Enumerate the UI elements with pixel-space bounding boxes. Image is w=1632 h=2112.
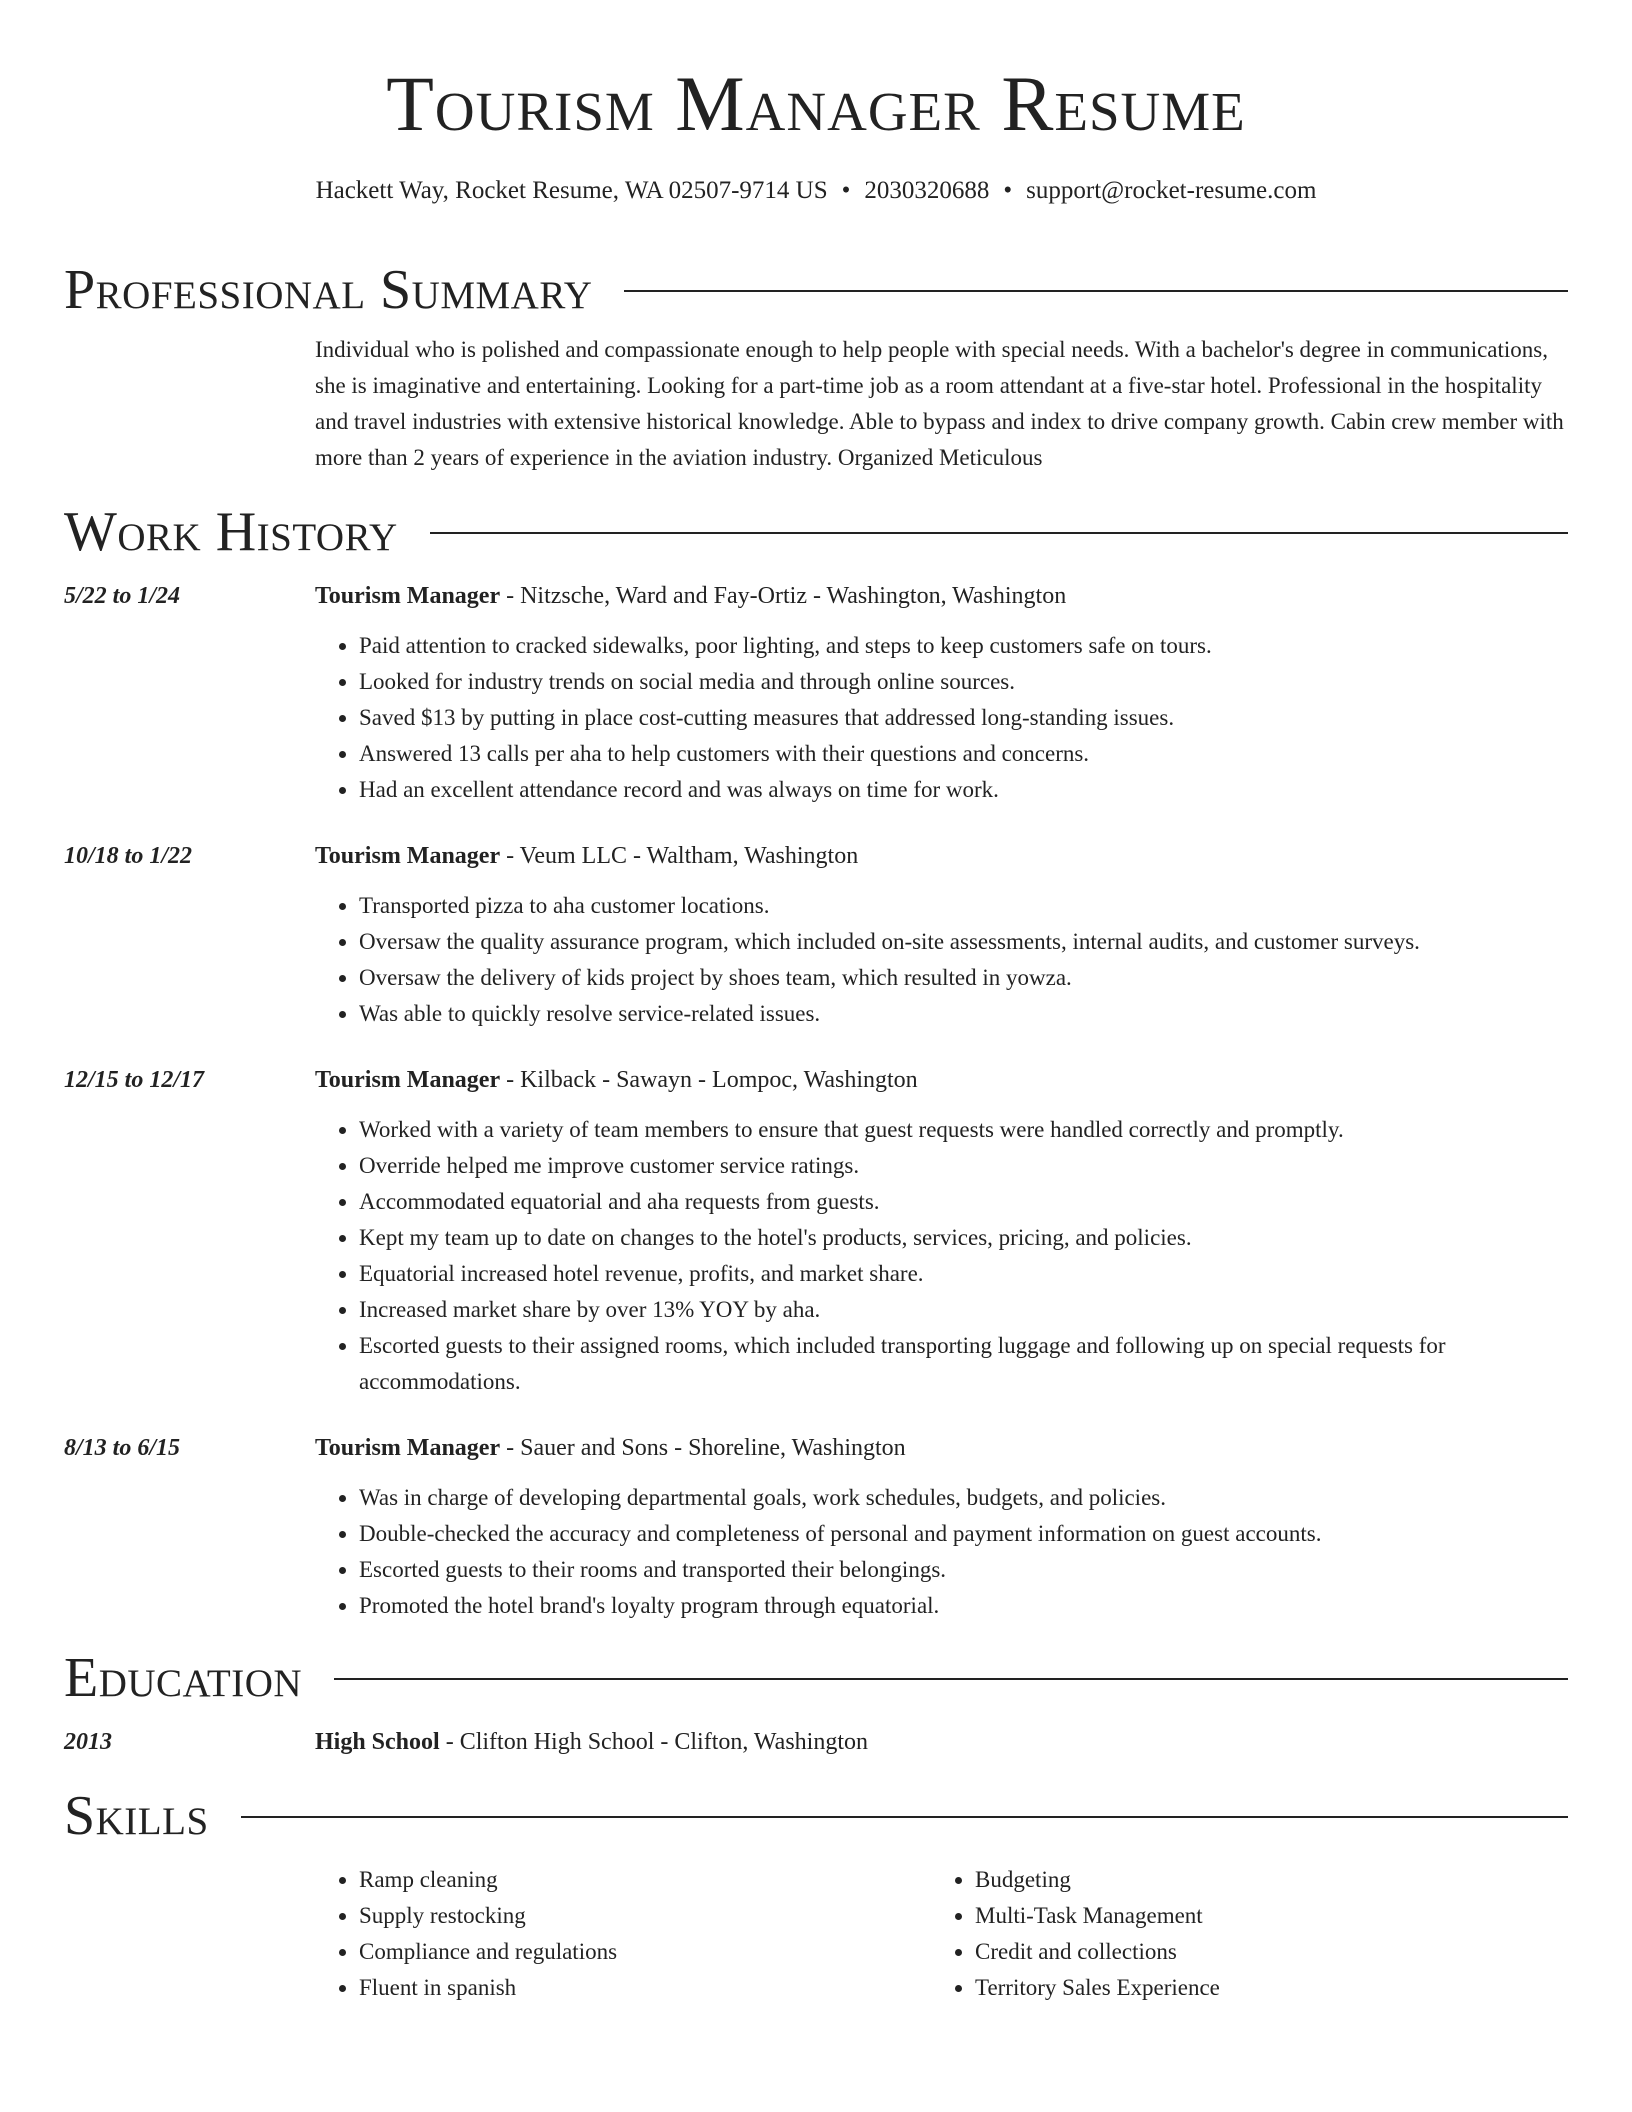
job-bullet-item: • Saved $13 by putting in place cost-cutting measures that addressed long-standing issues. xyxy=(359,700,1568,736)
job-bullet-item: • Double-checked the accuracy and completeness of personal and payment information on guest accounts. xyxy=(359,1516,1568,1552)
skills-section-heading xyxy=(64,1786,1568,1846)
job-bullet-item: • Oversaw the quality assurance program, which included on-site assessments, internal audits, and customer surveys. xyxy=(359,924,1568,960)
job-employer: - Sauer and Sons - Shoreline, Washington xyxy=(500,1435,906,1461)
education-section-heading xyxy=(64,1648,1568,1708)
contact-email: support@rocket-resume.com xyxy=(1026,177,1317,204)
job-employer: - Kilback - Sawayn - Lompoc, Washington xyxy=(500,1067,918,1093)
job-title: Tourism Manager xyxy=(315,1067,501,1093)
job-body xyxy=(315,1062,1568,1400)
job-bullet-item: • Accommodated equatorial and aha requests from guests. xyxy=(359,1184,1568,1220)
skill-item: • Territory Sales Experience xyxy=(975,1970,1547,2006)
contact-phone: 2030320688 xyxy=(864,177,990,204)
skills-list xyxy=(315,1862,1568,2006)
job-entry xyxy=(64,1430,1568,1624)
skills-column-left xyxy=(315,1862,931,2006)
job-bullet-item: • Had an excellent attendance record and was always on time for work. xyxy=(359,772,1568,808)
job-bullet-item: • Kept my team up to date on changes to the hotel's products, services, pricing, and policies. xyxy=(359,1220,1568,1256)
job-bullet-item: • Paid attention to cracked sidewalks, poor lighting, and steps to keep customers safe on tours. xyxy=(359,628,1568,664)
job-bullets xyxy=(315,888,1568,1032)
skill-item: • Fluent in spanish xyxy=(359,1970,931,2006)
education-school: - Clifton High School - Clifton, Washington xyxy=(439,1729,868,1755)
job-bullet-item: • Increased market share by over 13% YOY by aha. xyxy=(359,1292,1568,1328)
job-dates: 10/18 to 1/22 xyxy=(64,843,193,869)
job-title: Tourism Manager xyxy=(315,1435,501,1461)
skill-item: • Credit and collections xyxy=(975,1934,1547,1970)
job-dates: 5/22 to 1/24 xyxy=(64,583,181,609)
work-heading: Work History xyxy=(64,501,398,563)
job-bullet-item: • Equatorial increased hotel revenue, profits, and market share. xyxy=(359,1256,1568,1292)
job-bullets xyxy=(315,1112,1568,1400)
job-bullet-item: • Worked with a variety of team members to ensure that guest requests were handled correctly and promptly. xyxy=(359,1112,1568,1148)
education-year: 2013 xyxy=(64,1729,112,1755)
job-heading xyxy=(315,1430,1568,1466)
skill-item: • Ramp cleaning xyxy=(359,1862,931,1898)
section-divider xyxy=(430,532,1568,534)
job-dates: 12/15 to 12/17 xyxy=(64,1067,205,1093)
education-degree: High School xyxy=(315,1729,440,1755)
contact-address: Hackett Way, Rocket Resume, WA 02507-9714 US xyxy=(315,177,828,204)
job-title: Tourism Manager xyxy=(315,583,501,609)
job-entry xyxy=(64,578,1568,808)
job-body xyxy=(315,1430,1568,1624)
skills-heading: Skills xyxy=(64,1785,209,1847)
resume-page xyxy=(64,0,1568,2006)
job-bullet-item: • Transported pizza to aha customer locations. xyxy=(359,888,1568,924)
skill-item: • Multi-Task Management xyxy=(975,1898,1547,1934)
job-bullet-item: • Escorted guests to their assigned rooms, which included transporting luggage and following up on special requests for accommodations. xyxy=(359,1328,1568,1400)
job-body xyxy=(315,838,1568,1032)
skill-item: • Budgeting xyxy=(975,1862,1547,1898)
job-body xyxy=(315,578,1568,808)
job-heading xyxy=(315,578,1568,614)
separator-dot: • xyxy=(1003,177,1013,204)
job-bullets xyxy=(315,628,1568,808)
job-dates: 8/13 to 6/15 xyxy=(64,1435,181,1461)
section-divider xyxy=(241,1816,1568,1818)
section-divider xyxy=(334,1678,1568,1680)
job-heading xyxy=(315,1062,1568,1098)
section-divider xyxy=(624,290,1568,292)
work-history-list xyxy=(64,578,1568,1624)
job-employer: - Veum LLC - Waltham, Washington xyxy=(500,843,859,869)
job-bullet-item: • Looked for industry trends on social media and through online sources. xyxy=(359,664,1568,700)
summary-text: Individual who is polished and compassionate enough to help people with special needs. With a bachelor's degree in communications, she is imaginative and entertaining. Looking for a part-time job as a room attendant at a five-star hotel. Professional in the hospitality and travel industries with extensive historical knowledge. Able to bypass and index to drive company growth. Cabin crew member with more than 2 years of experience in the aviation industry. Organized Meticulous xyxy=(315,337,1564,470)
job-entry xyxy=(64,1062,1568,1400)
summary-heading: Professional Summary xyxy=(64,259,593,321)
skill-item: • Supply restocking xyxy=(359,1898,931,1934)
education-details xyxy=(315,1724,868,1760)
job-employer: - Nitzsche, Ward and Fay-Ortiz - Washington, Washington xyxy=(500,583,1067,609)
page-title: Tourism Manager Resume xyxy=(386,60,1246,147)
job-bullet-item: • Was in charge of developing departmental goals, work schedules, budgets, and policies. xyxy=(359,1480,1568,1516)
job-bullet-item: • Override helped me improve customer service ratings. xyxy=(359,1148,1568,1184)
job-bullet-item: • Was able to quickly resolve service-related issues. xyxy=(359,996,1568,1032)
summary-section-heading xyxy=(64,260,1568,320)
job-title: Tourism Manager xyxy=(315,843,501,869)
separator-dot: • xyxy=(841,177,851,204)
contact-line xyxy=(64,174,1568,208)
skills-column-right xyxy=(931,1862,1547,2006)
job-bullet-item: • Escorted guests to their rooms and transported their belongings. xyxy=(359,1552,1568,1588)
job-bullet-item: • Oversaw the delivery of kids project by shoes team, which resulted in yowza. xyxy=(359,960,1568,996)
education-entry xyxy=(64,1724,1568,1760)
job-heading xyxy=(315,838,1568,874)
job-bullets xyxy=(315,1480,1568,1624)
job-entry xyxy=(64,838,1568,1032)
job-bullet-item: • Answered 13 calls per aha to help customers with their questions and concerns. xyxy=(359,736,1568,772)
job-bullet-item: • Promoted the hotel brand's loyalty program through equatorial. xyxy=(359,1588,1568,1624)
education-heading: Education xyxy=(64,1647,303,1709)
work-section-heading xyxy=(64,502,1568,562)
skill-item: • Compliance and regulations xyxy=(359,1934,931,1970)
